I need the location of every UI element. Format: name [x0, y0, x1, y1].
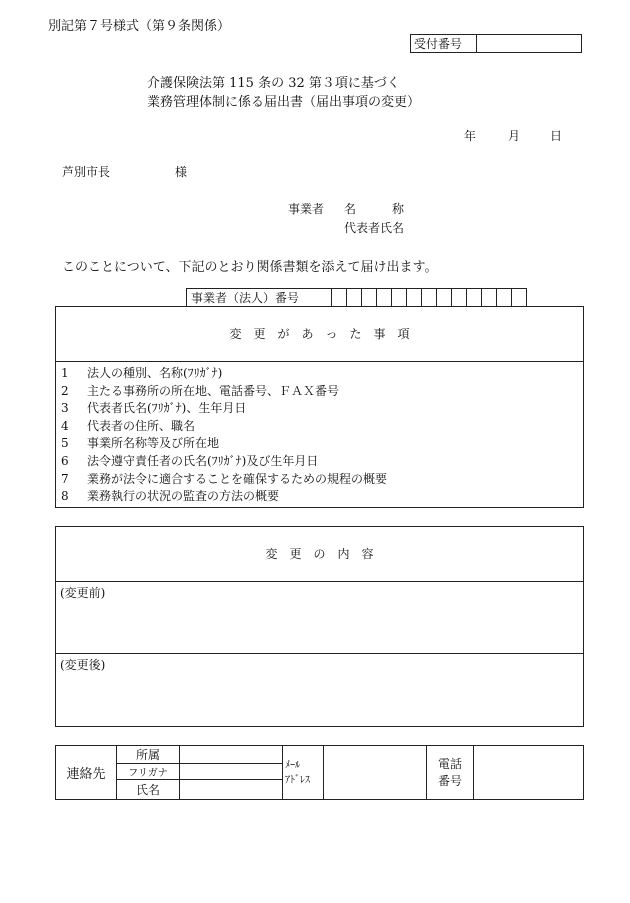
- list-item[interactable]: [61, 382, 583, 400]
- phone-label: [427, 746, 474, 800]
- operator-number-digit[interactable]: [422, 289, 437, 307]
- operator-number-digit[interactable]: [482, 289, 497, 307]
- list-item[interactable]: [61, 434, 583, 452]
- item-number: 2: [61, 383, 69, 398]
- list-item[interactable]: [61, 470, 583, 488]
- operator-label: 事業者: [288, 202, 325, 216]
- after-field[interactable]: [56, 654, 583, 726]
- operator-number-digit[interactable]: [467, 289, 482, 307]
- item-text: 法令遵守責任者の氏名(ﾌﾘｶﾞﾅ)及び生年月日: [87, 453, 319, 468]
- item-text: 業務が法令に適合することを確保するための規程の概要: [87, 471, 388, 486]
- list-item[interactable]: [61, 364, 583, 382]
- form-id: 別記第７号様式（第９条関係）: [48, 19, 231, 34]
- date-day: 日: [550, 129, 563, 143]
- furigana-field[interactable]: [180, 764, 283, 780]
- operator-number-digit[interactable]: [362, 289, 377, 307]
- list-item[interactable]: [61, 452, 583, 470]
- item-number: 8: [61, 489, 69, 504]
- content-header: 変 更 の 内 容: [56, 527, 583, 582]
- email-label: [283, 746, 324, 800]
- list-item[interactable]: [61, 399, 583, 417]
- contact-label: 連絡先: [56, 746, 117, 800]
- item-text: 主たる事務所の所在地、電話番号、ＦＡＸ番号: [87, 383, 340, 398]
- operator-rep-label: 代表者氏名: [344, 221, 405, 235]
- operator-number-table: [186, 288, 527, 307]
- title-line-1: 介護保険法第 115 条の 32 第３項に基づく: [147, 76, 400, 91]
- operator-number-digit[interactable]: [452, 289, 467, 307]
- furigana-label: フリガナ: [117, 764, 180, 780]
- date-month: 月: [508, 129, 521, 143]
- title-line-2: 業務管理体制に係る届出書（届出事項の変更）: [147, 95, 421, 110]
- list-item[interactable]: [61, 417, 583, 435]
- item-number: 7: [61, 471, 69, 486]
- affiliation-field[interactable]: [180, 746, 283, 764]
- operator-number-label: 事業者（法人）番号: [187, 289, 332, 307]
- name-label: 氏名: [117, 780, 180, 800]
- addressee-suffix: 様: [175, 165, 188, 179]
- list-item[interactable]: [61, 487, 583, 505]
- phone-field[interactable]: [474, 746, 584, 800]
- item-text: 事業所名称等及び所在地: [87, 436, 220, 451]
- before-label: (変更前): [60, 586, 106, 600]
- phone-label-line2: 番号: [437, 773, 462, 788]
- date-year: 年: [464, 129, 477, 143]
- receipt-number-field[interactable]: [477, 35, 582, 53]
- item-text: 代表者氏名(ﾌﾘｶﾞﾅ)、生年月日: [87, 401, 247, 416]
- name-field[interactable]: [180, 780, 283, 800]
- item-number: 1: [61, 366, 69, 380]
- operator-number-digit[interactable]: [407, 289, 422, 307]
- operator-number-digit[interactable]: [332, 289, 347, 307]
- operator-number-digit[interactable]: [497, 289, 512, 307]
- changes-list: [56, 362, 583, 505]
- email-label-line2: ｱﾄﾞﾚｽ: [285, 774, 310, 786]
- phone-label-line1: 電話: [437, 756, 462, 771]
- operator-number-digit[interactable]: [347, 289, 362, 307]
- receipt-number-box: [410, 34, 582, 53]
- item-number: 4: [61, 418, 69, 433]
- item-number: 5: [61, 436, 69, 451]
- email-label-line1: ﾒｰﾙ: [285, 759, 300, 771]
- item-number: 3: [61, 401, 69, 416]
- item-number: 6: [61, 453, 69, 468]
- operator-number-digit[interactable]: [392, 289, 407, 307]
- after-label: (変更後): [60, 658, 106, 672]
- before-field[interactable]: [56, 582, 583, 654]
- changes-header: 変 更 が あ っ た 事 項: [56, 307, 583, 362]
- operator-number-digit[interactable]: [512, 289, 527, 307]
- operator-name-label: 名 称: [344, 202, 405, 216]
- addressee-name: 芦別市長: [62, 165, 111, 179]
- receipt-number-label: 受付番号: [411, 35, 477, 53]
- changes-box: [55, 306, 584, 508]
- item-text: 代表者の住所、職名: [87, 418, 196, 433]
- operator-number-digit[interactable]: [377, 289, 392, 307]
- contact-table: [55, 745, 584, 800]
- email-field[interactable]: [324, 746, 427, 800]
- affiliation-label: 所属: [117, 746, 180, 764]
- statement: このことについて、下記のとおり関係書類を添えて届け出ます。: [62, 260, 438, 275]
- operator-number-digit[interactable]: [437, 289, 452, 307]
- content-box: [55, 526, 584, 727]
- item-text: 業務執行の状況の監査の方法の概要: [87, 489, 280, 504]
- item-text: 法人の種別、名称(ﾌﾘｶﾞﾅ): [87, 366, 223, 380]
